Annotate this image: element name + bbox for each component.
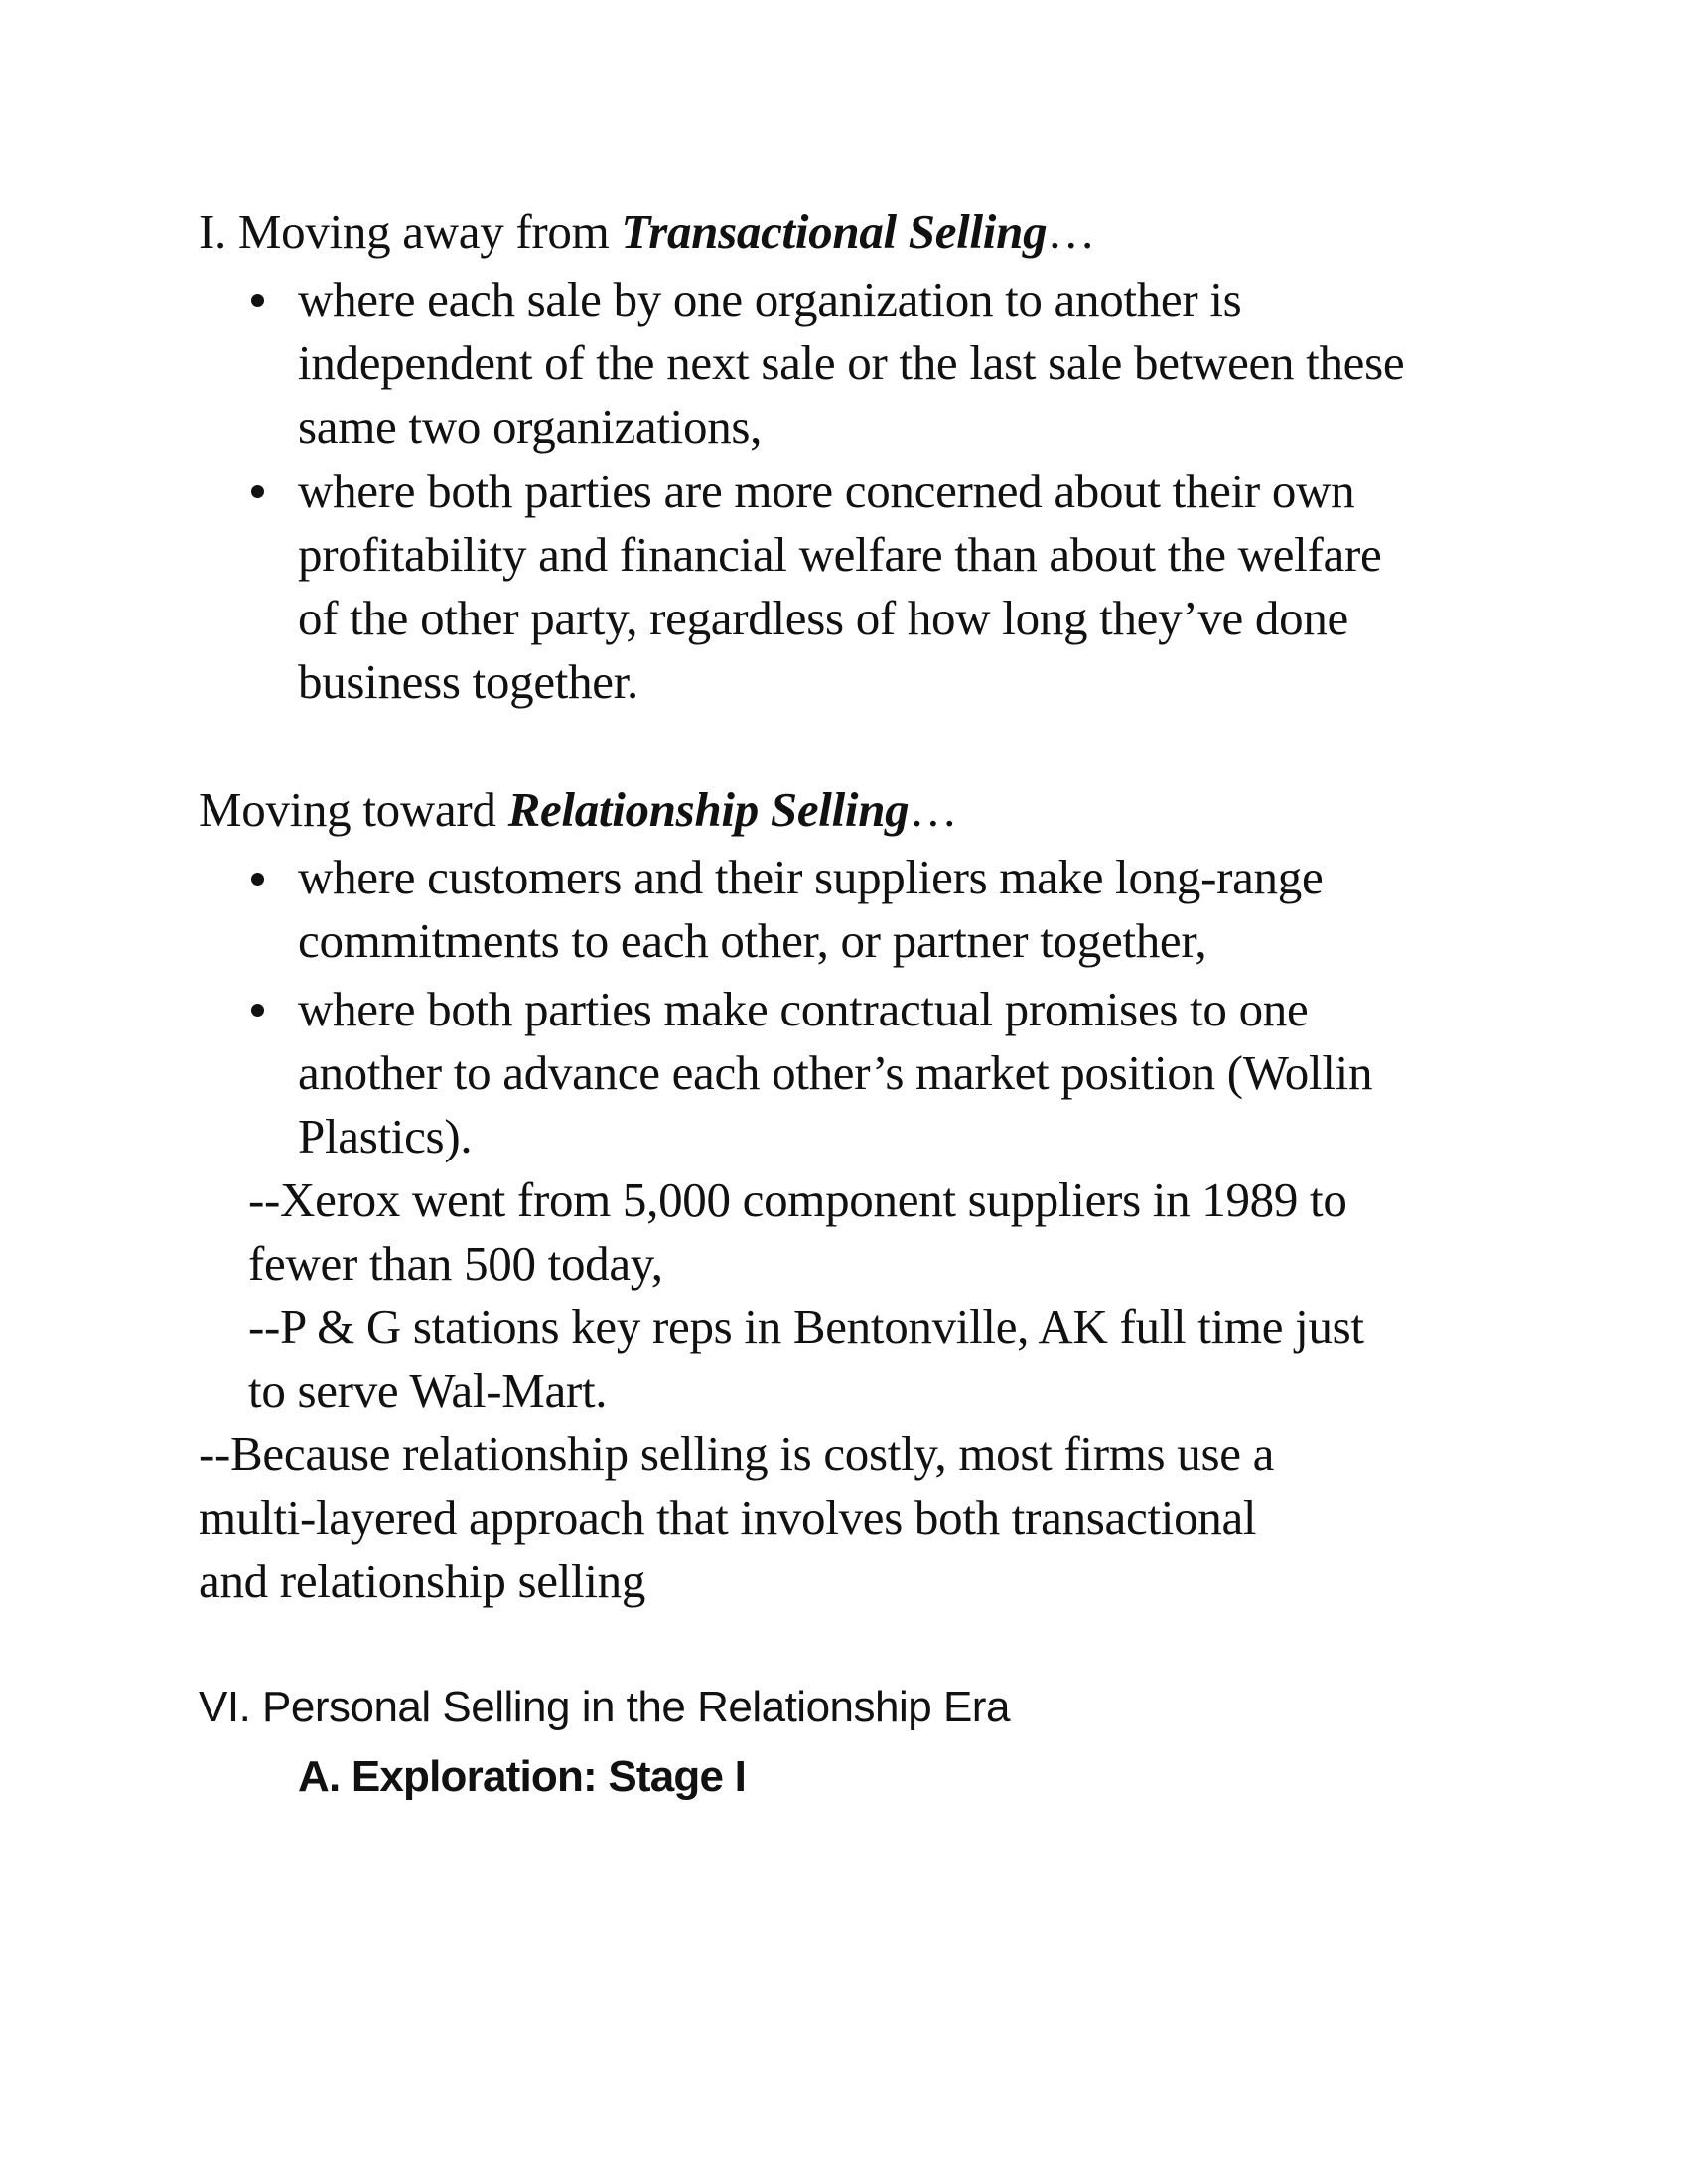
heading-ellipsis: …	[1047, 205, 1095, 259]
example-line: to serve Wal-Mart.	[248, 1363, 608, 1418]
bullet-line: where both parties are more concerned about their own	[298, 464, 1355, 518]
bullet-icon	[251, 485, 264, 498]
example-line: --P & G stations key reps in Bentonville, AK full time just	[248, 1299, 1364, 1354]
example-line: fewer than 500 today,	[248, 1236, 663, 1291]
bullet-icon	[251, 1004, 264, 1017]
bullet-icon	[251, 294, 264, 307]
bullet-line: where both parties make contractual promises to one	[298, 982, 1309, 1036]
note-line: and relationship selling	[199, 1554, 646, 1608]
heading-emphasis: Transactional Selling	[621, 205, 1048, 259]
bullet-line: same two organizations,	[298, 399, 763, 454]
heading-text: Moving toward	[199, 782, 508, 837]
section3-subheading: A. Exploration: Stage I	[298, 1752, 746, 1801]
bullet-line: business together.	[298, 654, 639, 709]
note-line: multi-layered approach that involves both transactional	[199, 1490, 1257, 1545]
section3-heading: VI. Personal Selling in the Relationship Era	[199, 1683, 1010, 1731]
section1-heading	[199, 201, 1095, 264]
bullet-line: commitments to each other, or partner together,	[298, 913, 1207, 968]
heading-ellipsis: …	[909, 782, 958, 837]
bullet-line: Plastics).	[298, 1109, 473, 1163]
example-line: --Xerox went from 5,000 component suppliers in 1989 to	[248, 1172, 1347, 1227]
bullet-icon	[251, 873, 264, 886]
heading-text: I. Moving away from	[199, 205, 622, 259]
bullet-line: independent of the next sale or the last sale between these	[298, 336, 1405, 390]
bullet-line: where each sale by one organization to another is	[298, 272, 1242, 327]
note-line: --Because relationship selling is costly, most firms use a	[199, 1427, 1275, 1481]
heading-emphasis: Relationship Selling	[507, 782, 910, 837]
section2-heading	[199, 778, 957, 842]
bullet-line: profitability and financial welfare than about the welfare	[298, 527, 1382, 582]
bullet-line: another to advance each other’s market position (Wollin	[298, 1045, 1373, 1100]
bullet-line: where customers and their suppliers make long-range	[298, 850, 1324, 904]
bullet-line: of the other party, regardless of how long they’ve done	[298, 591, 1348, 645]
